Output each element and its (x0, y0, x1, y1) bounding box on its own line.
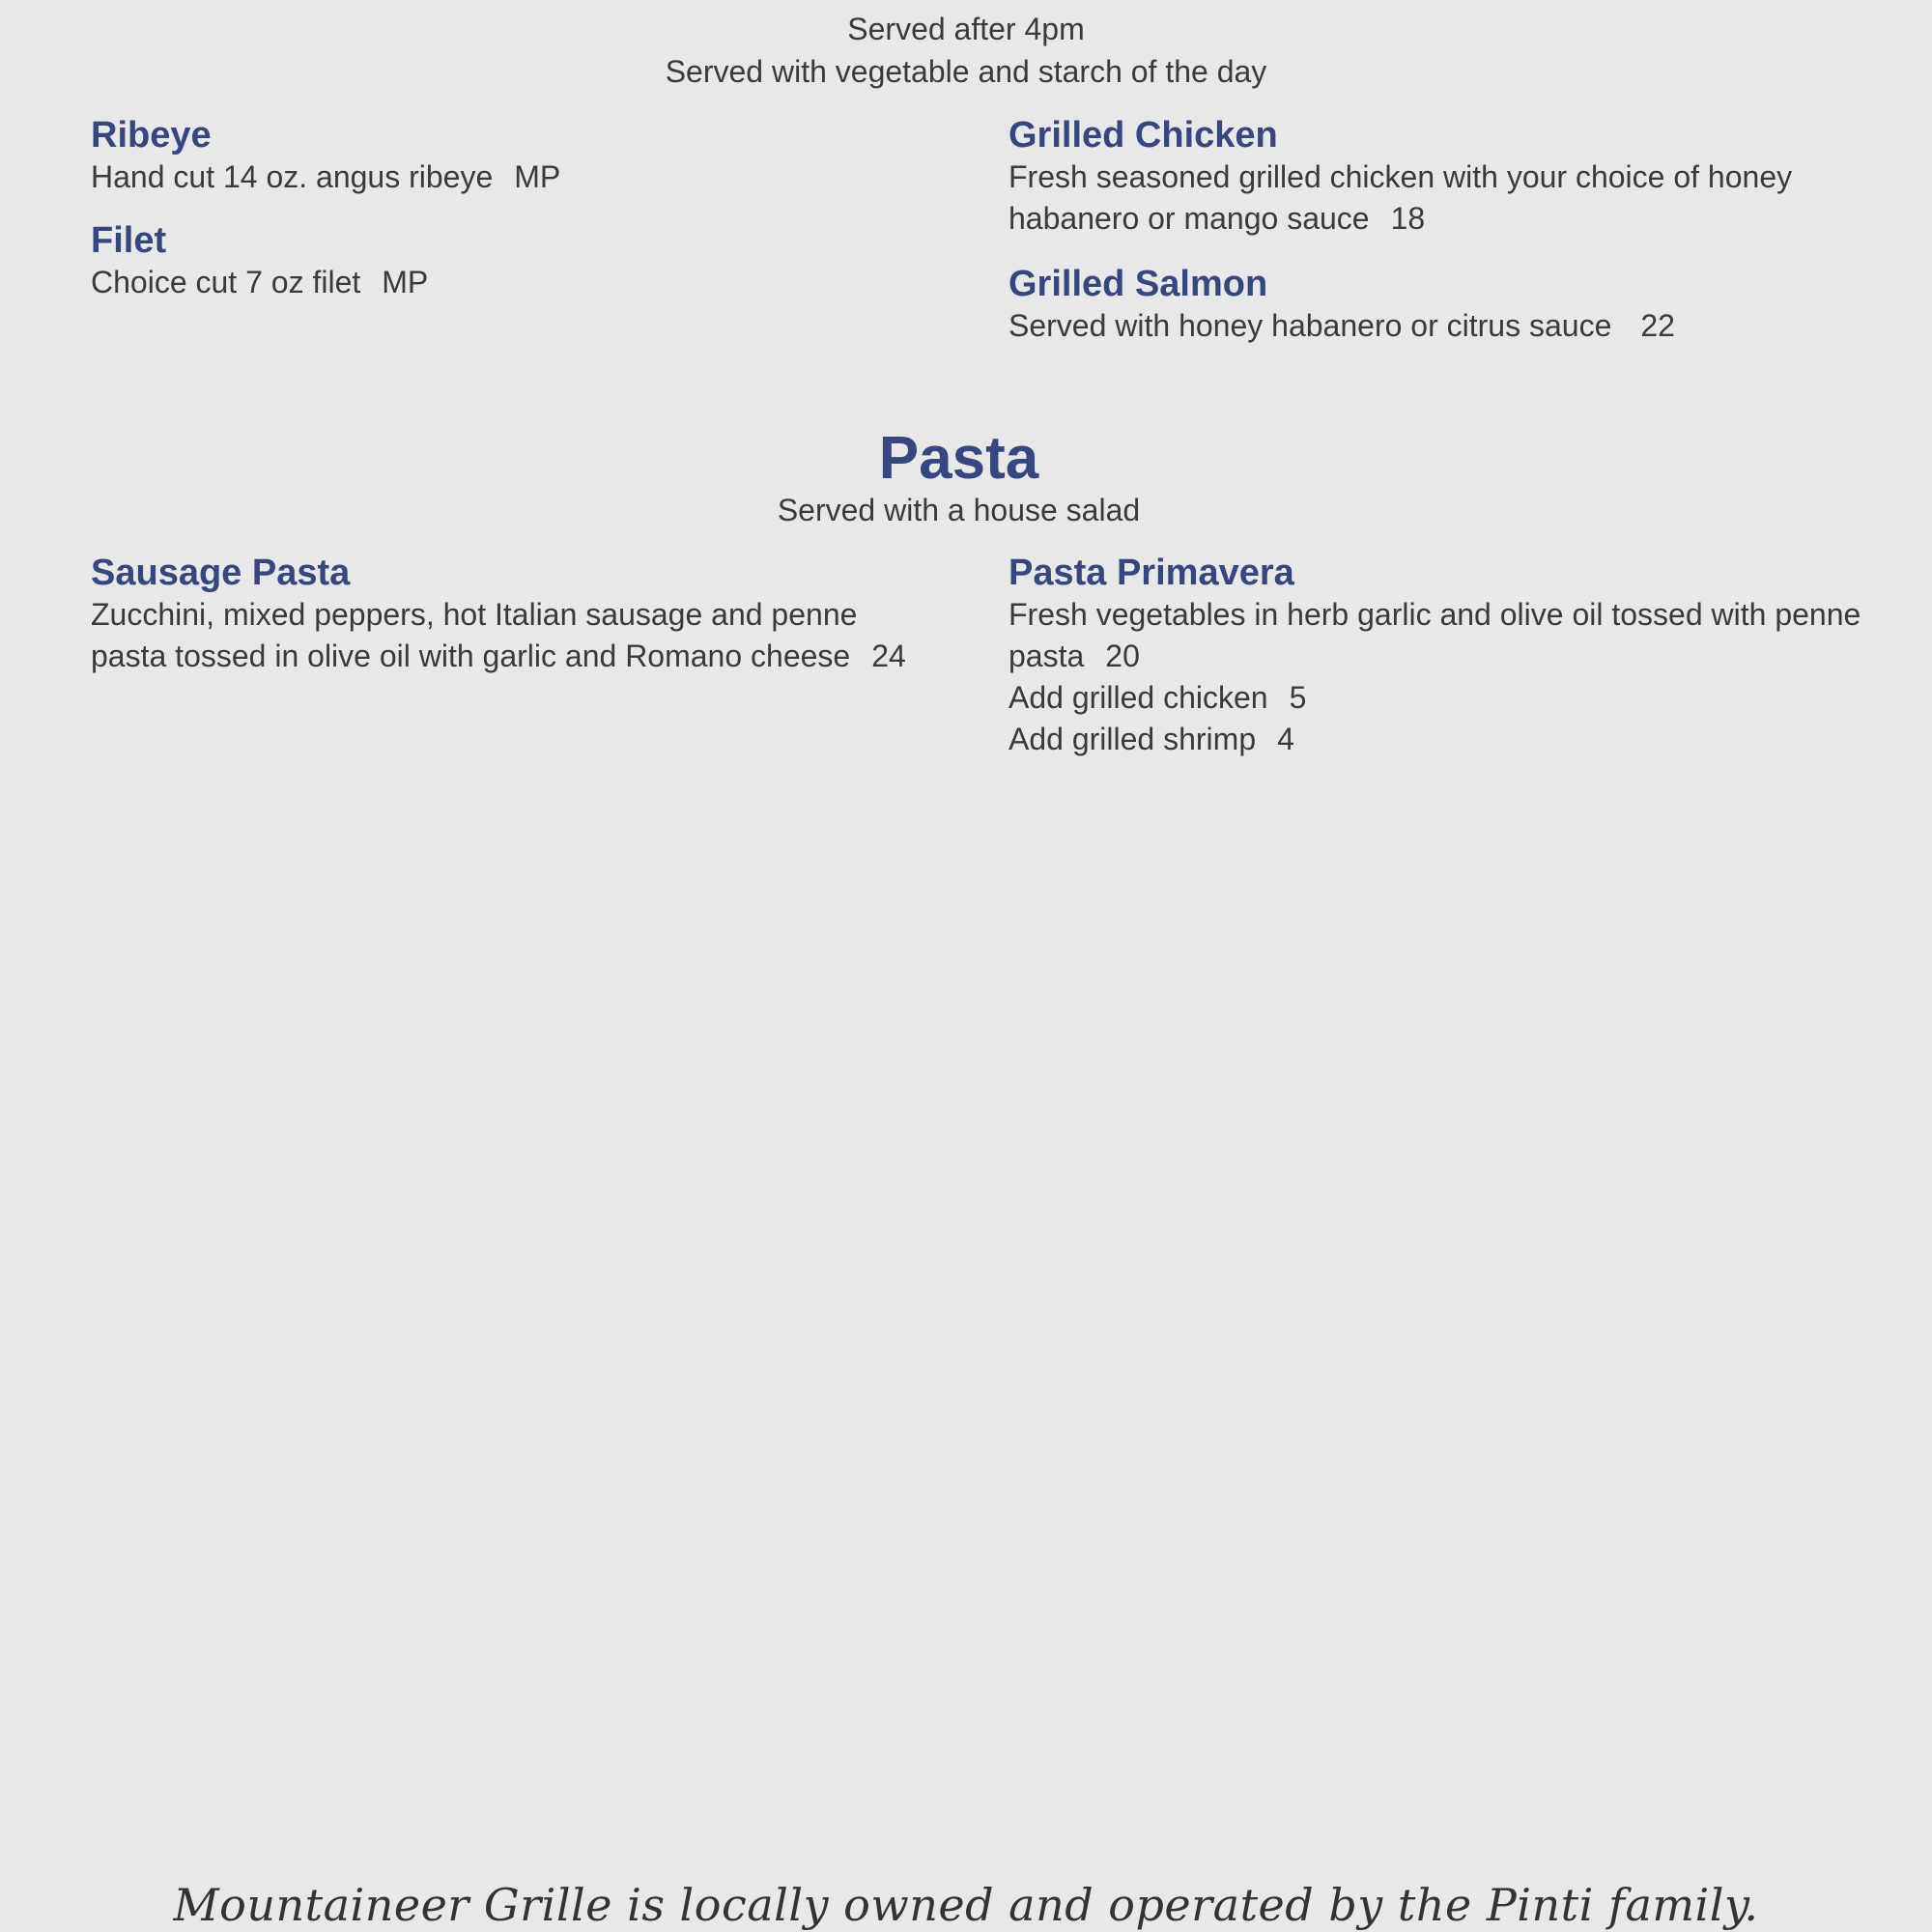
entrees-subtitle-served-after: Served after 4pm (847, 12, 1085, 46)
item-price: 20 (1105, 639, 1140, 673)
addon-grilled-chicken: Add grilled chicken 5 (1009, 680, 1307, 715)
item-name: Grilled Chicken (1009, 115, 1278, 156)
addon-price: 4 (1277, 722, 1294, 756)
item-description: Fresh seasoned grilled chicken with your choice of honey habanero or mango sauce 18 (1009, 159, 1793, 236)
item-name: Grilled Salmon (1009, 264, 1268, 304)
addon-grilled-shrimp: Add grilled shrimp 4 (1009, 722, 1294, 756)
entrees-subtitle-sides: Served with vegetable and starch of the day (665, 54, 1267, 89)
item-price: 18 (1390, 201, 1426, 236)
menu-item-pasta-primavera (1009, 552, 1878, 760)
entrees-left-column (91, 114, 960, 319)
item-price: MP (514, 159, 561, 194)
menu-item-ribeye (91, 114, 960, 198)
pasta-subtitle: Served with a house salad (777, 493, 1141, 527)
item-name: Sausage Pasta (91, 553, 351, 593)
menu-item-filet (91, 219, 960, 303)
item-price: MP (382, 265, 429, 299)
addon-price: 5 (1289, 680, 1307, 715)
item-price: 24 (871, 639, 906, 673)
pasta-heading: Pasta (878, 425, 1039, 492)
menu-item-grilled-chicken (1009, 114, 1878, 240)
item-name: Pasta Primavera (1009, 553, 1294, 593)
ownership-note: Mountaineer Grille is locally owned and operated by the Pinti family. (173, 1879, 1759, 1931)
item-name: Ribeye (91, 115, 212, 156)
item-price: 22 (1640, 308, 1675, 343)
menu-item-sausage-pasta (91, 552, 960, 677)
item-description: Fresh vegetables in herb garlic and olive oil tossed with penne pasta 20 (1009, 597, 1861, 673)
menu-item-grilled-salmon (1009, 263, 1878, 347)
pasta-left-column (91, 552, 960, 693)
item-description: Served with honey habanero or citrus sauce 22 (1009, 308, 1675, 343)
item-description: Zucchini, mixed peppers, hot Italian sausage and penne pasta tossed in olive oil with garlic and Romano cheese 24 (91, 597, 906, 673)
entrees-right-column (1009, 114, 1878, 362)
item-description: Hand cut 14 oz. angus ribeye MP (91, 159, 561, 194)
item-description: Choice cut 7 oz filet MP (91, 265, 429, 299)
item-name: Filet (91, 220, 167, 261)
pasta-right-column (1009, 552, 1878, 776)
